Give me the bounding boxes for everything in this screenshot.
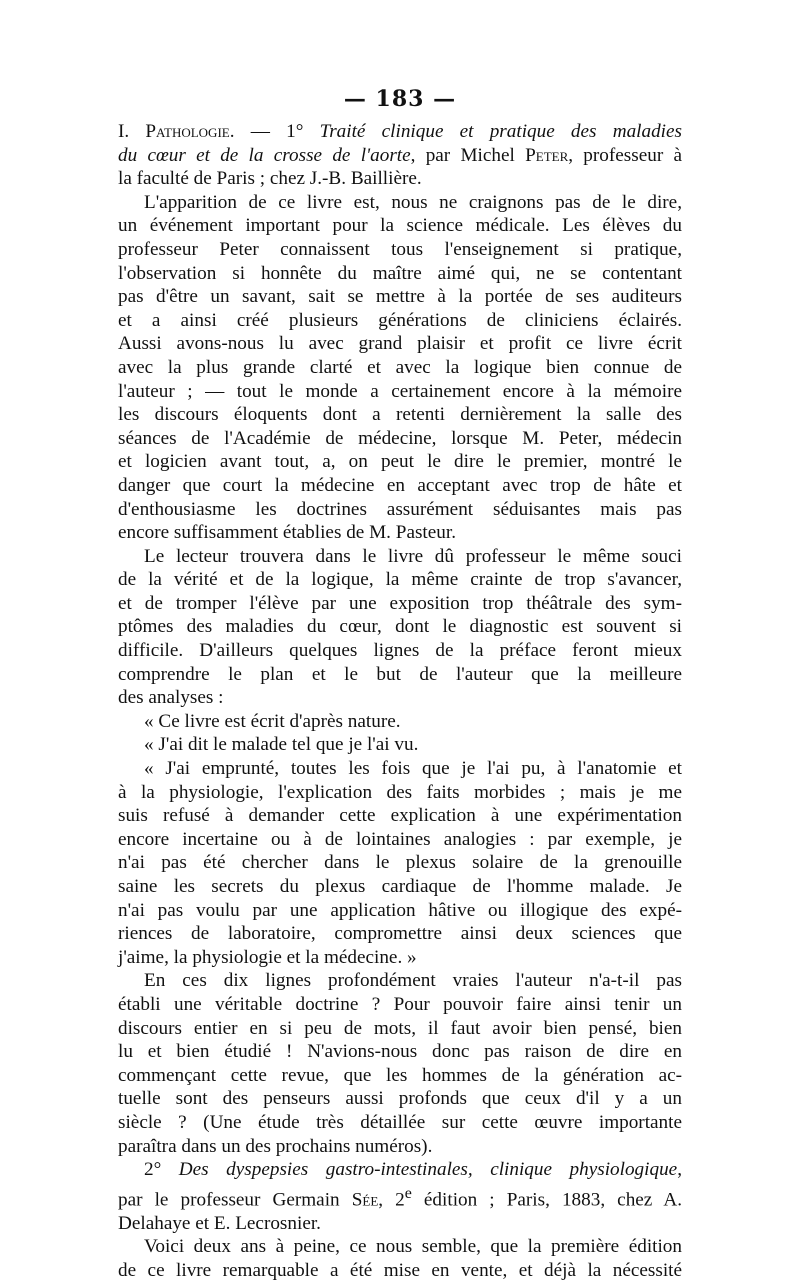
author-name: Sée — [351, 1189, 379, 1211]
author-name: Peter — [525, 144, 569, 166]
quote-line: encore incertaine ou à de lointaines analogies : par exemple, je — [118, 828, 682, 850]
text-line: difficile. D'ailleurs quelques lignes de la préface feront mieux — [118, 640, 682, 662]
text-line: les discours éloquents dont a retenti dernièrement la salle des — [118, 404, 682, 426]
text-line: comprendre le plan et le but de l'auteur que la meilleure — [118, 663, 682, 685]
text-line: paraîtra dans un des prochains numéros). — [118, 1135, 433, 1157]
text-line: avec la plus grande clarté et avec la logique bien connue de — [118, 356, 682, 378]
quote-line: saine les secrets du plexus cardiaque de l'homme malade. Je — [118, 876, 682, 897]
text-line: de ce livre remarquable a été mise en vente, et déjà la nécessité — [118, 1259, 682, 1281]
text-line: siècle ? (Une étude très détaillée sur cette œuvre importante — [118, 1111, 682, 1133]
text-line: établi une véritable doctrine ? Pour pouvoir faire ainsi tenir un — [118, 993, 682, 1015]
quote-line: suis refusé à demander cette explication à une expérimentation — [118, 805, 682, 827]
text-line: discours entier en si peu de mots, il faut avoir bien pensé, bien — [118, 1017, 682, 1039]
quote-line: n'ai pas voulu par une application hâtive ou illogique des expé- — [118, 899, 682, 921]
text-line: et de tromper l'élève par une exposition trop théâtrale des sym- — [118, 592, 682, 614]
text-line: ptômes des maladies du cœur, dont le diagnostic est souvent si — [118, 616, 682, 638]
text-line: un événement important pour la science médicale. Les élèves du — [118, 215, 682, 237]
quote-line: n'ai pas été chercher dans le plexus solaire de la grenouille — [118, 852, 682, 874]
text-line: 2° Des dyspepsies gastro-intestinales, clinique physiologique, — [144, 1159, 682, 1181]
text-line: tuelle sont des penseurs aussi profonds que ceux d'il y a un — [118, 1088, 682, 1110]
text-line: et logicien avant tout, a, on peut le dire le premier, montré le — [118, 451, 682, 473]
book-title: du cœur et de la crosse de l'aorte — [118, 144, 411, 166]
text-line: et a ainsi créé plusieurs générations de cliniciens éclairés. — [118, 309, 682, 331]
text-line: pas d'être un savant, sait se mettre à la portée de ses auditeurs — [118, 286, 682, 308]
quote-line: « Ce livre est écrit d'après nature. — [144, 710, 401, 732]
text-line: danger que court la médecine en acceptant avec trop de hâte et — [118, 474, 682, 496]
book-title: Des dyspepsies gastro-intestinales, clinique physiologique — [178, 1159, 678, 1181]
text-line: séances de l'Académie de médecine, lorsque M. Peter, médecin — [118, 427, 682, 449]
text-line: Aussi avons-nous lu avec grand plaisir et profit ce livre écrit — [118, 333, 682, 355]
text-line: commençant cette revue, que les hommes de la génération ac- — [118, 1064, 682, 1086]
quote-line: « J'ai dit le malade tel que je l'ai vu. — [144, 734, 419, 756]
quote-line: « J'ai emprunté, toutes les fois que je l'ai pu, à l'anatomie et — [144, 758, 682, 780]
text-line: Le lecteur trouvera dans le livre dû professeur le même souci — [144, 545, 682, 567]
text-line: L'apparition de ce livre est, nous ne craignons pas de le dire, — [144, 191, 682, 213]
text-line: I. Pathologie. — 1° Traité clinique et pratique des maladies — [118, 121, 682, 142]
text-line: En ces dix lignes profondément vraies l'auteur n'a-t-il pas — [144, 970, 682, 992]
text-line: d'enthousiasme les doctrines assurément séduisantes mais pas — [118, 498, 682, 520]
text-line: Delahaye et E. Lecrosnier. — [118, 1212, 321, 1234]
text-line: Voici deux ans à peine, ce nous semble, que la première édition — [144, 1236, 682, 1258]
text-line: encore suffisamment établies de M. Pasteur. — [118, 522, 457, 544]
book-title: Traité clinique et pratique des maladies — [319, 121, 682, 142]
text-line: la faculté de Paris ; chez J.-B. Baillière. — [118, 168, 422, 190]
text-line: du cœur et de la crosse de l'aorte, par Michel Peter, professeur à — [118, 144, 683, 166]
quote-line: à la physiologie, l'explication des faits morbides ; mais je me — [118, 781, 682, 803]
text-line: l'auteur ; — tout le monde a certainement encore à la mémoire — [118, 380, 682, 402]
text-line: professeur Peter connaissent tous l'enseignement si pratique, — [118, 238, 682, 260]
text-line: par le professeur Germain Sée, 2e édition ; Paris, 1883, chez A. — [118, 1184, 682, 1211]
section-heading: Pathologie. — [145, 121, 235, 142]
page-body — [118, 120, 682, 1282]
page-number: — 183 — — [343, 86, 457, 112]
text-line: de la vérité et de la logique, la même crainte de trop s'avancer, — [118, 569, 682, 591]
text-line: des analyses : — [118, 687, 224, 709]
text-line: lu et bien étudié ! N'avions-nous donc pas raison de dire en — [118, 1041, 682, 1063]
text-line: l'observation si honnête du maître aimé qui, ne se contentant — [118, 262, 682, 284]
quote-line: j'aime, la physiologie et la médecine. » — [118, 946, 417, 968]
quote-line: riences de laboratoire, compromettre ainsi deux sciences que — [118, 923, 682, 945]
